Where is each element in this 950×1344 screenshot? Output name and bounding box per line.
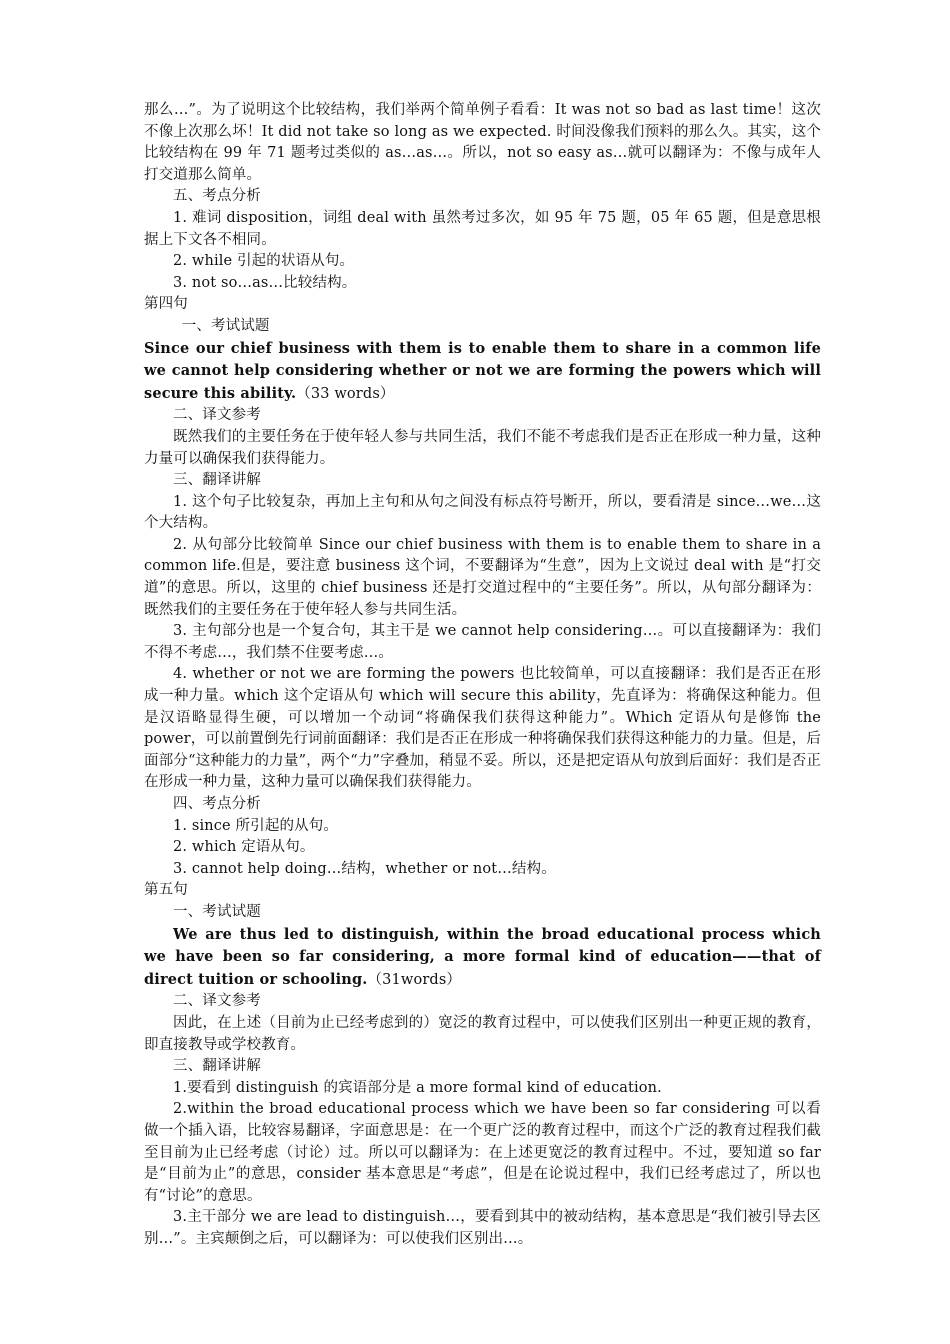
heading-exam-question: 一、考试试题: [173, 903, 261, 920]
analysis-point-1: 1. since 所引起的从句。: [173, 817, 339, 834]
translation-paragraph: 因此，在上述（目前为止已经考虑到的）宽泛的教育过程中，可以使我们区别出一种更正规的教育，即直接教导或学校教育。: [144, 1014, 821, 1053]
question-text: Since our chief business with them is to enable them to share in a common life we cannot help considering whether or not we are forming the powers which will secure this ability.: [144, 339, 821, 402]
heading-translation-explanation: 三、翻译讲解: [173, 1058, 261, 1075]
explanation-point-1: 1.要看到 distinguish 的宾语部分是 a more formal kind of education.: [173, 1079, 662, 1096]
section-heading-sentence-5: 第五句: [144, 882, 188, 899]
explanation-point-3: 3. 主句部分也是一个复合句，其主干是 we cannot help considering…。可以直接翻译为：我们不得不考虑…，我们禁不住要考虑…。: [144, 623, 821, 661]
explanation-point-4: 4. whether or not we are forming the powers 也比较简单，可以直接翻译：我们是否正在形成一种力量。which 这个定语从句 which will secure this ability，先直译为：将确保这种能力。但是汉语略显得生硬，可以增加一个动词“将确保我们获得这种能力”。Which 定语从句是修饰 the power，可以前置倒先行词前面翻译：我们是否正在形成一种将确保我们获得这种能力的力量。但是，后面部分“这种能力的力量”，两个“力”字叠加，稍显不妥。所以，还是把定语从句放到后面好：我们是否正在形成一种力量，这种力量可以确保我们获得能力。: [144, 666, 821, 791]
paragraph-point-2: 2. while 引起的状语从句。: [173, 253, 355, 270]
word-count: （33 words）: [296, 385, 395, 402]
analysis-point-3: 3. cannot help doing…结构，whether or not…结构。: [173, 860, 556, 877]
heading-translation-reference: 二、译文参考: [173, 407, 261, 424]
explanation-point-2: 2.within the broad educational process which we have been so far considering 可以看做一个插入语，比较容易翻译，字面意思是：在一个更广泛的教育过程中，而这个广泛的教育过程我们截至目前为止已经考虑（讨论）过。所以可以翻译为：在上述更宽泛的教育过程中。不过，要知道 so far 是“目前为止”的意思，consider 基本意思是“考虑”，但是在论说过程中，我们已经考虑过了，所以也有“讨论”的意思。: [144, 1101, 821, 1204]
heading-translation-explanation: 三、翻译讲解: [173, 472, 261, 489]
word-count: （31words）: [367, 971, 462, 988]
section-heading-sentence-4: 第四句: [144, 296, 188, 313]
heading-translation-reference: 二、译文参考: [173, 993, 261, 1010]
explanation-point-2: 2. 从句部分比较简单 Since our chief business with them is to enable them to share in a common life.但是，要注意 business 这个词，不要翻译为“生意”，因为上文说过 deal with 是“打交道”的意思。所以，这里的 chief business 还是打交道过程中的“主要任务”。所以，从句部分翻译为：既然我们的主要任务在于使年轻人参与共同生活。: [144, 536, 821, 618]
explanation-point-1: 1. 这个句子比较复杂，再加上主句和从句之间没有标点符号断开，所以，要看清是 since…we…这个大结构。: [144, 493, 821, 532]
paragraph-point-3: 3. not so…as…比较结构。: [173, 274, 357, 291]
paragraph-point-1: 1. 难词 disposition，词组 deal with 虽然考过多次，如 95 年 75 题，05 年 65 题，但是意思根据上下文各不相同。: [144, 209, 821, 248]
heading-exam-question: 一、考试试题: [181, 317, 270, 334]
question-text: We are thus led to distinguish, within the broad educational process which we have been so far considering, a more formal kind of education——that of direct tuition or schooling.: [144, 925, 821, 988]
paragraph-continuation: 那么…”。为了说明这个比较结构，我们举两个简单例子看看：It was not so bad as last time！这次不像上次那么坏！It did not take so long as we expected. 时间没像我们预料的那么久。其实，这个比较结构在 99 年 71 题考过类似的 as…as…。所以，not so easy as…就可以翻译为：不像与成年人打交道那么简单。: [144, 102, 821, 183]
question-sentence-5: [144, 924, 821, 992]
heading-exam-analysis: 五、考点分析: [173, 188, 261, 205]
document-page: [144, 100, 821, 1250]
explanation-point-3: 3.主干部分 we are lead to distinguish…，要看到其中的被动结构，基本意思是“我们被引导去区别…”。主宾颠倒之后，可以翻译为：可以使我们区别出…。: [144, 1209, 821, 1247]
heading-exam-analysis: 四、考点分析: [173, 796, 261, 812]
translation-paragraph: 既然我们的主要任务在于使年轻人参与共同生活，我们不能不考虑我们是否正在形成一种力量，这种力量可以确保我们获得能力。: [144, 428, 821, 467]
analysis-point-2: 2. which 定语从句。: [173, 839, 315, 856]
question-sentence-4: [144, 338, 821, 406]
